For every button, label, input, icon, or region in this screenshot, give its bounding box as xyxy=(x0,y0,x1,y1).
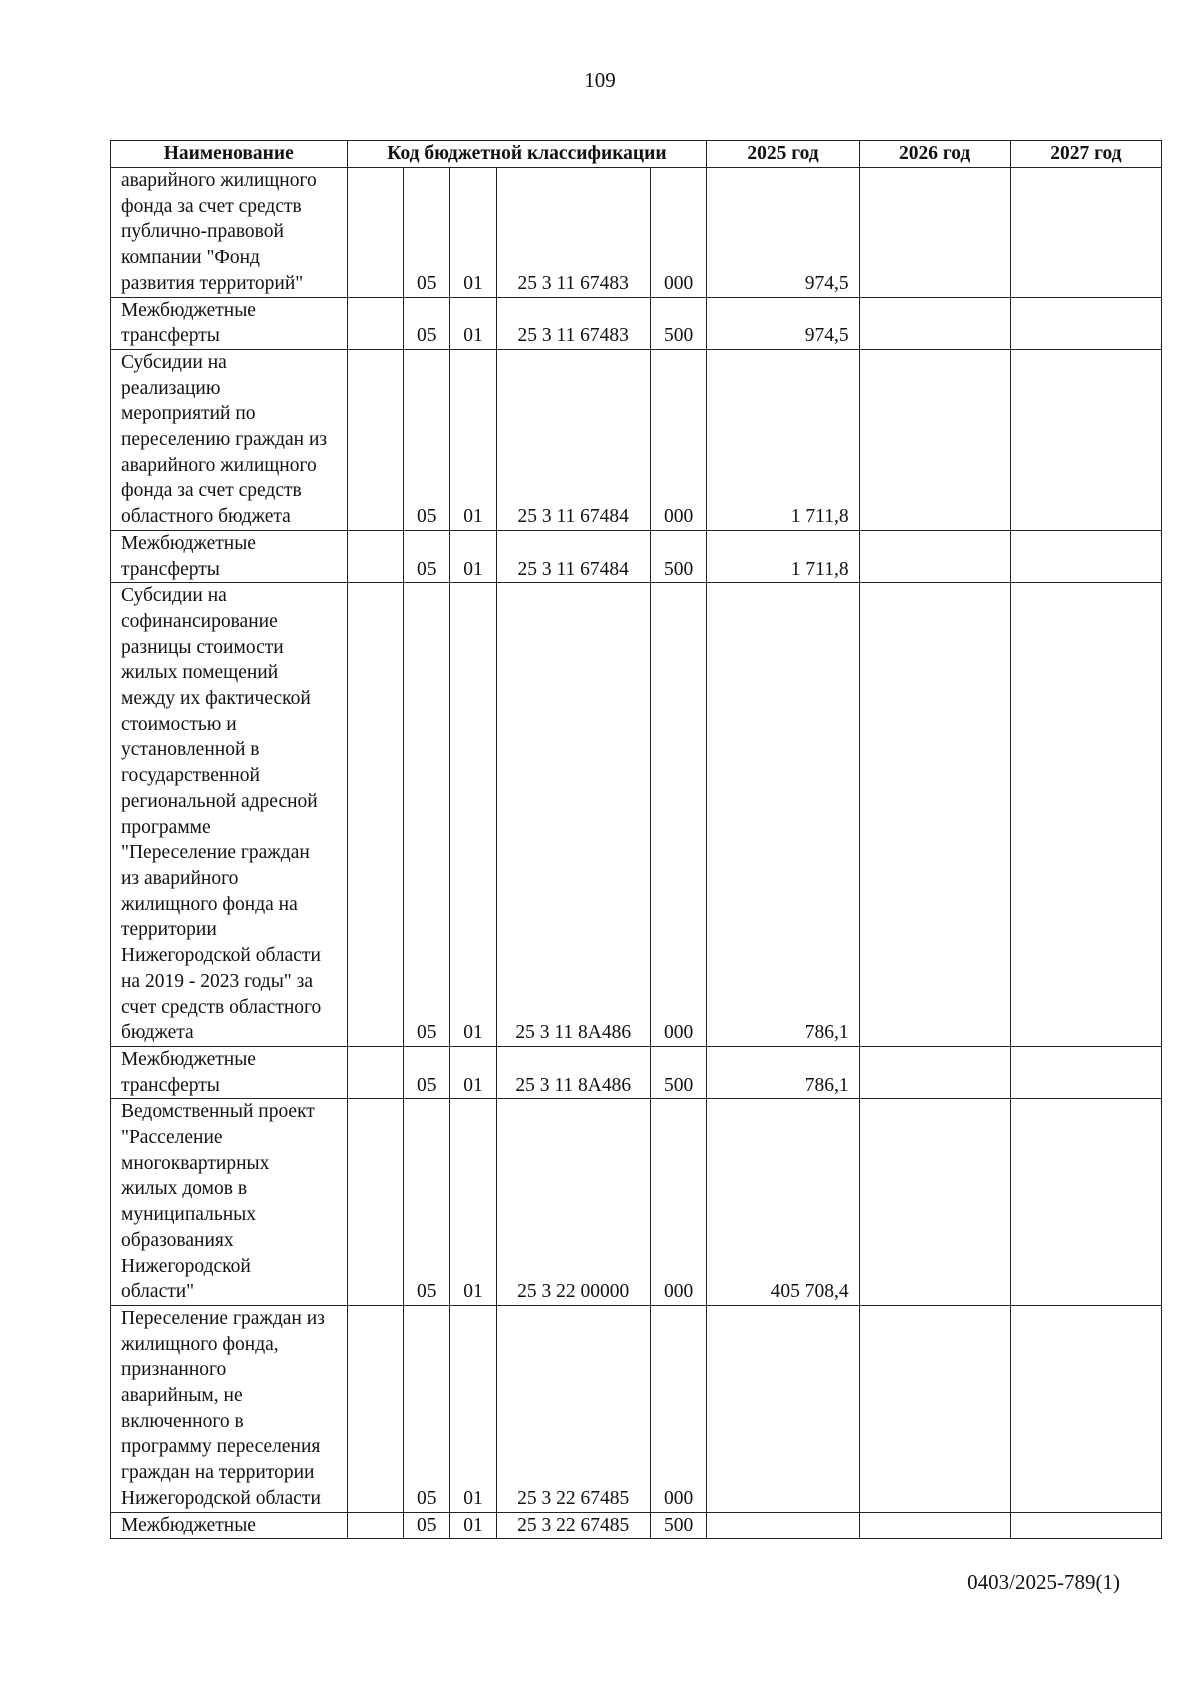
row-section: 05 xyxy=(404,530,450,582)
header-name: Наименование xyxy=(111,141,348,168)
row-expense-code: 000 xyxy=(650,349,707,530)
table-row xyxy=(111,1099,1162,1306)
row-name: Межбюджетные трансферты xyxy=(111,297,348,349)
row-section: 05 xyxy=(404,297,450,349)
row-value-2027 xyxy=(1010,297,1161,349)
row-value-2027 xyxy=(1010,168,1161,298)
row-expense-code: 500 xyxy=(650,297,707,349)
row-value-2027 xyxy=(1010,1099,1161,1306)
row-subsection: 01 xyxy=(450,1046,496,1098)
page-number: 109 xyxy=(584,68,616,92)
row-spacer xyxy=(347,349,404,530)
row-target-code: 25 3 11 67483 xyxy=(496,168,650,298)
row-target-code: 25 3 22 67485 xyxy=(496,1305,650,1512)
row-target-code: 25 3 11 8А486 xyxy=(496,583,650,1047)
table-body xyxy=(111,168,1162,1539)
row-spacer xyxy=(347,168,404,298)
row-value-2027 xyxy=(1010,349,1161,530)
row-expense-code: 500 xyxy=(650,1512,707,1539)
row-value-2025 xyxy=(707,1305,859,1512)
row-value-2026 xyxy=(859,168,1010,298)
row-value-2025: 786,1 xyxy=(707,583,859,1047)
row-expense-code: 000 xyxy=(650,1305,707,1512)
row-subsection: 01 xyxy=(450,168,496,298)
row-name: Переселение граждан из жилищного фонда, признанного аварийным, не включенного в программу переселения граждан на территории Нижегородской области xyxy=(111,1305,348,1512)
row-subsection: 01 xyxy=(450,349,496,530)
row-spacer xyxy=(347,583,404,1047)
row-target-code: 25 3 22 67485 xyxy=(496,1512,650,1539)
table-row xyxy=(111,1305,1162,1512)
row-target-code: 25 3 11 67483 xyxy=(496,297,650,349)
row-spacer xyxy=(347,1046,404,1098)
row-subsection: 01 xyxy=(450,1512,496,1539)
row-target-code: 25 3 22 00000 xyxy=(496,1099,650,1306)
row-subsection: 01 xyxy=(450,530,496,582)
row-name: Межбюджетные xyxy=(111,1512,348,1539)
row-value-2025: 405 708,4 xyxy=(707,1099,859,1306)
row-value-2025: 786,1 xyxy=(707,1046,859,1098)
table-header xyxy=(111,141,1162,168)
row-name: Субсидии на софинансирование разницы стоимости жилых помещений между их фактической стоимостью и установленной в государственной региональной адресной программе "Переселение граждан из аварийного жилищного фонда на территории Нижегородской области на 2019 - 2023 годы" за счет средств областного бюджета xyxy=(111,583,348,1047)
table-row xyxy=(111,168,1162,298)
row-value-2026 xyxy=(859,1046,1010,1098)
row-name: Межбюджетные трансферты xyxy=(111,1046,348,1098)
row-value-2026 xyxy=(859,1099,1010,1306)
row-name: аварийного жилищного фонда за счет средств публично-правовой компании "Фонд развития территорий" xyxy=(111,168,348,298)
row-spacer xyxy=(347,1099,404,1306)
header-code: Код бюджетной классификации xyxy=(347,141,707,168)
row-value-2025: 974,5 xyxy=(707,297,859,349)
row-name: Межбюджетные трансферты xyxy=(111,530,348,582)
row-section: 05 xyxy=(404,349,450,530)
row-value-2026 xyxy=(859,349,1010,530)
row-value-2026 xyxy=(859,297,1010,349)
row-section: 05 xyxy=(404,1512,450,1539)
row-section: 05 xyxy=(404,1099,450,1306)
row-target-code: 25 3 11 67484 xyxy=(496,530,650,582)
table-row xyxy=(111,1046,1162,1098)
row-value-2025: 974,5 xyxy=(707,168,859,298)
row-value-2026 xyxy=(859,1512,1010,1539)
row-section: 05 xyxy=(404,583,450,1047)
row-value-2026 xyxy=(859,1305,1010,1512)
row-subsection: 01 xyxy=(450,1099,496,1306)
row-value-2027 xyxy=(1010,583,1161,1047)
row-target-code: 25 3 11 8А486 xyxy=(496,1046,650,1098)
row-section: 05 xyxy=(404,1046,450,1098)
row-expense-code: 000 xyxy=(650,583,707,1047)
row-value-2027 xyxy=(1010,1046,1161,1098)
budget-table xyxy=(110,140,1162,1539)
row-value-2025: 1 711,8 xyxy=(707,349,859,530)
row-name: Субсидии на реализацию мероприятий по переселению граждан из аварийного жилищного фонда за счет средств областного бюджета xyxy=(111,349,348,530)
row-spacer xyxy=(347,297,404,349)
row-name: Ведомственный проект "Расселение многоквартирных жилых домов в муниципальных образованиях Нижегородской области" xyxy=(111,1099,348,1306)
row-value-2026 xyxy=(859,530,1010,582)
table-row xyxy=(111,530,1162,582)
header-2026: 2026 год xyxy=(859,141,1010,168)
row-subsection: 01 xyxy=(450,583,496,1047)
row-spacer xyxy=(347,530,404,582)
row-value-2026 xyxy=(859,583,1010,1047)
table-row xyxy=(111,1512,1162,1539)
row-expense-code: 000 xyxy=(650,1099,707,1306)
document-code: 0403/2025-789(1) xyxy=(967,1570,1120,1594)
row-spacer xyxy=(347,1512,404,1539)
row-section: 05 xyxy=(404,168,450,298)
table-row xyxy=(111,583,1162,1047)
header-2027: 2027 год xyxy=(1010,141,1161,168)
row-expense-code: 000 xyxy=(650,168,707,298)
row-spacer xyxy=(347,1305,404,1512)
header-2025: 2025 год xyxy=(707,141,859,168)
table-row xyxy=(111,297,1162,349)
row-subsection: 01 xyxy=(450,297,496,349)
row-subsection: 01 xyxy=(450,1305,496,1512)
row-expense-code: 500 xyxy=(650,1046,707,1098)
row-value-2025: 1 711,8 xyxy=(707,530,859,582)
row-value-2027 xyxy=(1010,530,1161,582)
table-row xyxy=(111,349,1162,530)
row-expense-code: 500 xyxy=(650,530,707,582)
row-value-2027 xyxy=(1010,1512,1161,1539)
row-value-2027 xyxy=(1010,1305,1161,1512)
row-section: 05 xyxy=(404,1305,450,1512)
row-target-code: 25 3 11 67484 xyxy=(496,349,650,530)
row-value-2025 xyxy=(707,1512,859,1539)
